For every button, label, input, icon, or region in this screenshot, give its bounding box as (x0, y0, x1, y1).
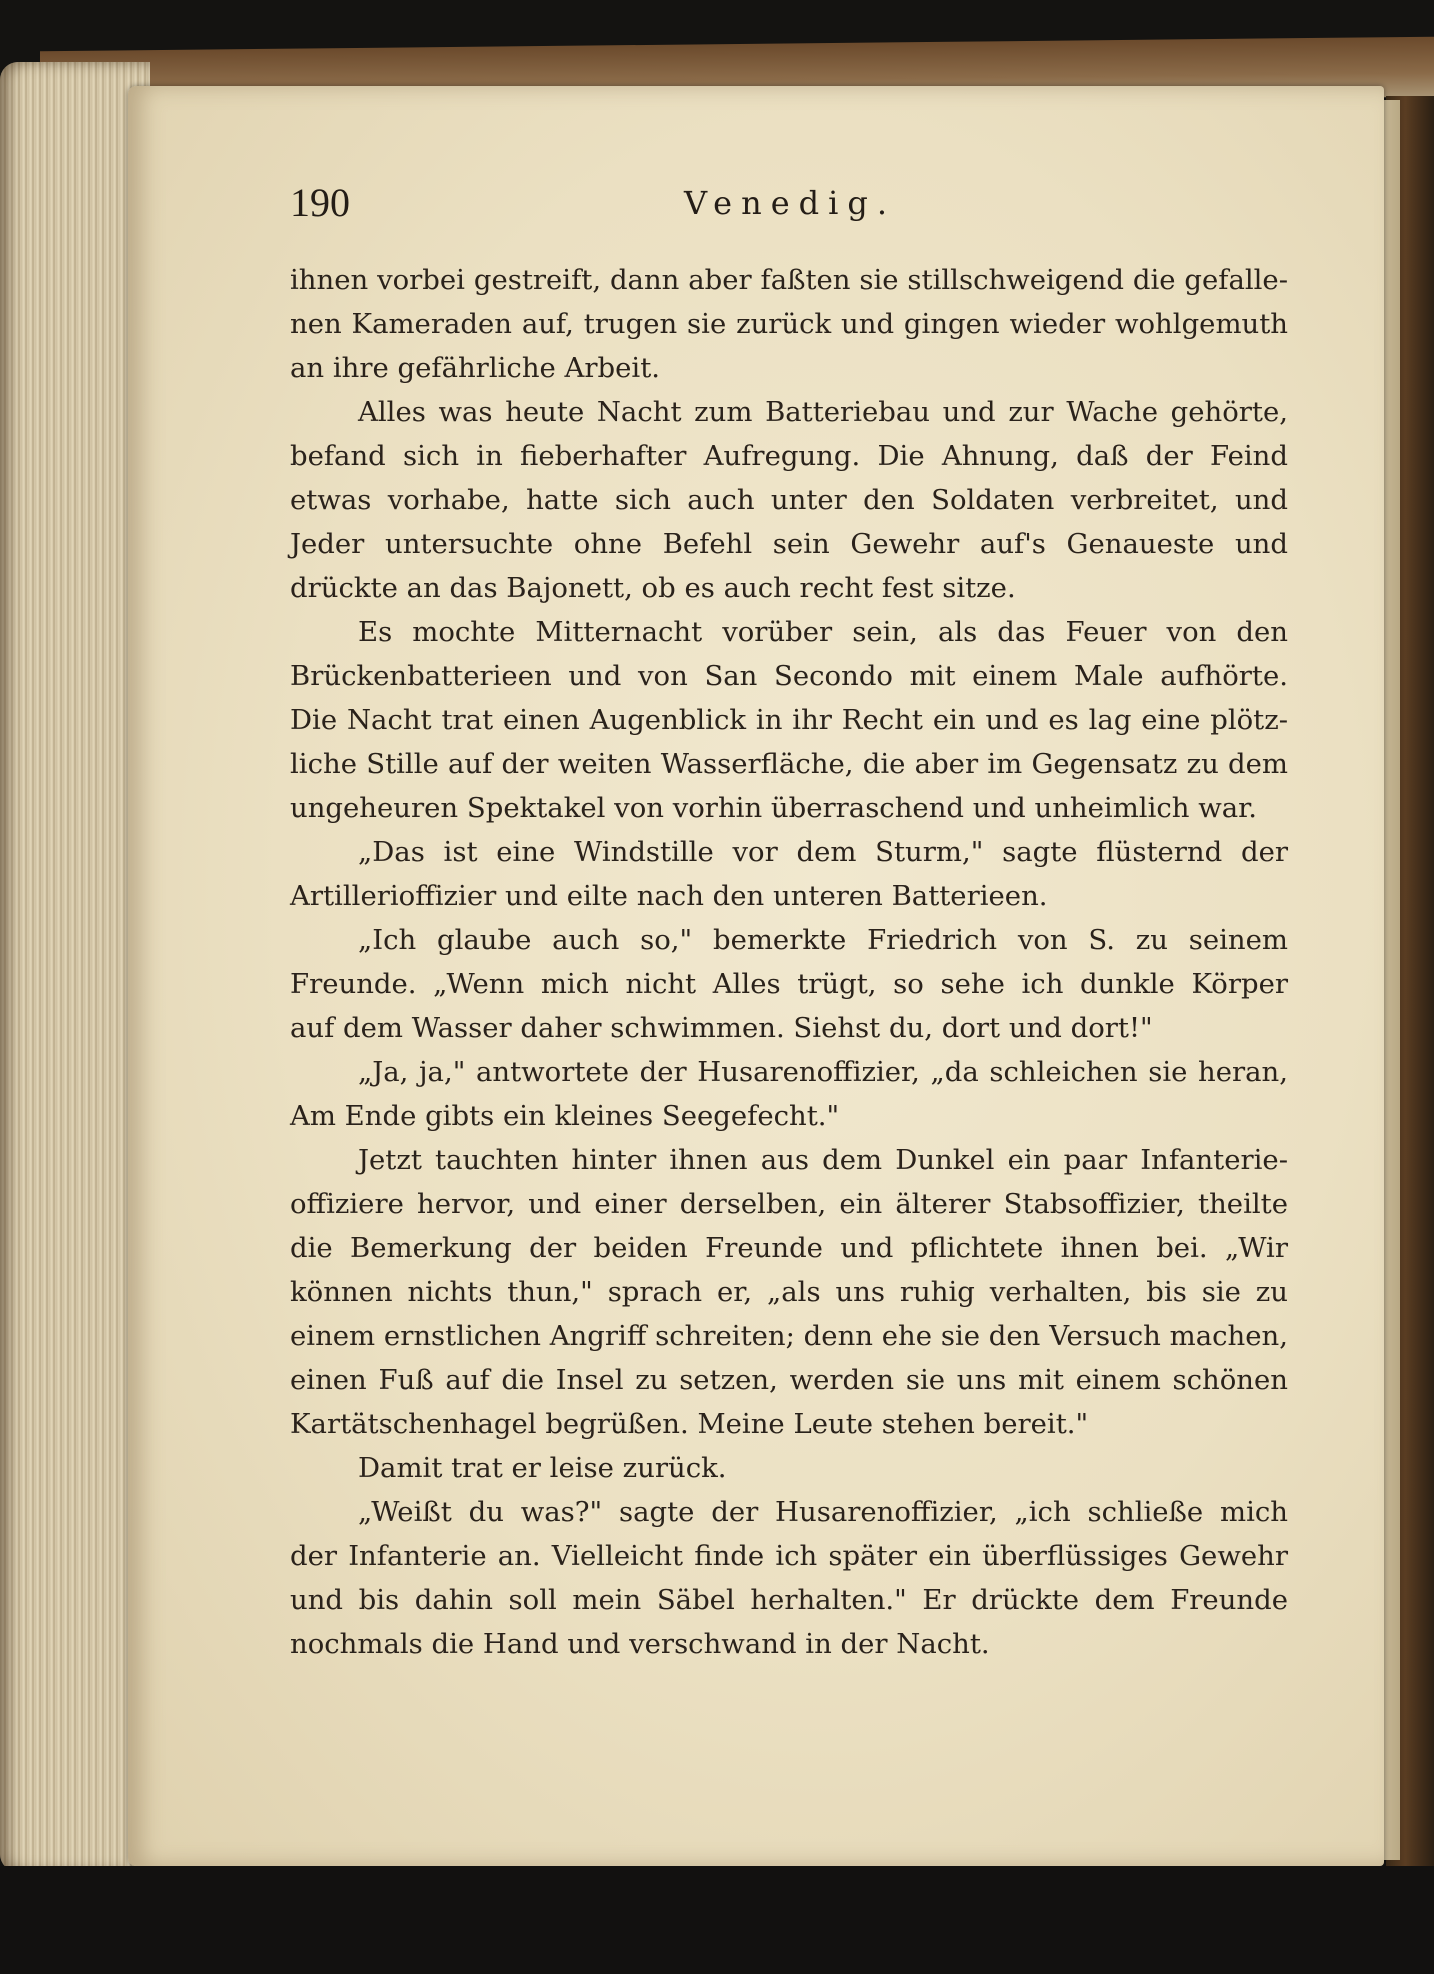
text-line: nen Kameraden auf, trugen sie zurück und gingen wieder wohlgemuth (290, 308, 1288, 340)
text-line: liche Stille auf der weiten Wasserfläche, die aber im Gegensatz zu dem (290, 748, 1288, 780)
text-line: Artillerioffizier und eilte nach den unteren Batterieen. (290, 880, 1048, 912)
text-line: Es mochte Mitternacht vorüber sein, als das Feuer von den (358, 616, 1288, 648)
text-line: „Ich glaube auch so," bemerkte Friedrich von S. zu seinem (358, 924, 1288, 956)
text-line: können nichts thun," sprach er, „als uns ruhig verhalten, bis sie zu (290, 1276, 1288, 1308)
text-line: offiziere hervor, und einer derselben, ein älterer Stabsoffizier, theilte (290, 1188, 1288, 1220)
text-line: Damit trat er leise zurück. (358, 1452, 727, 1484)
text-line: befand sich in fieberhafter Aufregung. Die Ahnung, daß der Feind (290, 440, 1288, 472)
text-line: „Ja, ja," antwortete der Husarenoffizier, „da schleichen sie heran, (358, 1056, 1288, 1088)
running-head: Venedig. (683, 184, 897, 222)
text-line: drückte an das Bajonett, ob es auch recht fest sitze. (290, 572, 1016, 604)
text-line: ihnen vorbei gestreift, dann aber faßten sie stillschweigend die gefalle- (290, 264, 1288, 296)
text-line: nochmals die Hand und verschwand in der Nacht. (290, 1628, 990, 1660)
text-line: „Das ist eine Windstille vor dem Sturm," sagte flüsternd der (358, 836, 1288, 868)
text-line: die Bemerkung der beiden Freunde und pflichtete ihnen bei. „Wir (290, 1232, 1288, 1264)
page-number: 190 (290, 180, 350, 225)
text-line: ungeheuren Spektakel von vorhin überraschend und unheimlich war. (290, 792, 1258, 824)
text-line: Kartätschenhagel begrüßen. Meine Leute stehen bereit." (290, 1408, 1089, 1440)
background-shadow (0, 1866, 1434, 1974)
text-line: „Weißt du was?" sagte der Husarenoffizier, „ich schließe mich (358, 1496, 1288, 1528)
text-line: der Infanterie an. Vielleicht finde ich später ein überflüssiges Gewehr (290, 1540, 1288, 1572)
body-text (290, 258, 1288, 1666)
text-line: Jetzt tauchten hinter ihnen aus dem Dunkel ein paar Infanterie- (358, 1144, 1288, 1176)
text-line: einen Fuß auf die Insel zu setzen, werden sie uns mit einem schönen (290, 1364, 1288, 1396)
page-header (290, 178, 1290, 228)
text-line: an ihre gefährliche Arbeit. (290, 352, 661, 384)
text-line: etwas vorhabe, hatte sich auch unter den Soldaten verbreitet, und (290, 484, 1288, 516)
text-line: und bis dahin soll mein Säbel herhalten." Er drückte dem Freunde (290, 1584, 1288, 1616)
text-line: einem ernstlichen Angriff schreiten; denn ehe sie den Versuch machen, (290, 1320, 1288, 1352)
text-line: Freunde. „Wenn mich nicht Alles trügt, so sehe ich dunkle Körper (290, 968, 1288, 1000)
text-line: Jeder untersuchte ohne Befehl sein Gewehr auf's Genaueste und (290, 528, 1288, 560)
text-line: auf dem Wasser daher schwimmen. Siehst du, dort und dort!" (290, 1012, 1153, 1044)
text-line: Brückenbatterieen und von San Secondo mit einem Male aufhörte. (290, 660, 1288, 692)
text-line: Alles was heute Nacht zum Batteriebau und zur Wache gehörte, (358, 396, 1288, 428)
text-line: Die Nacht trat einen Augenblick in ihr Recht ein und es lag eine plötz- (290, 704, 1288, 736)
text-line: Am Ende gibts ein kleines Seegefecht." (290, 1100, 840, 1132)
